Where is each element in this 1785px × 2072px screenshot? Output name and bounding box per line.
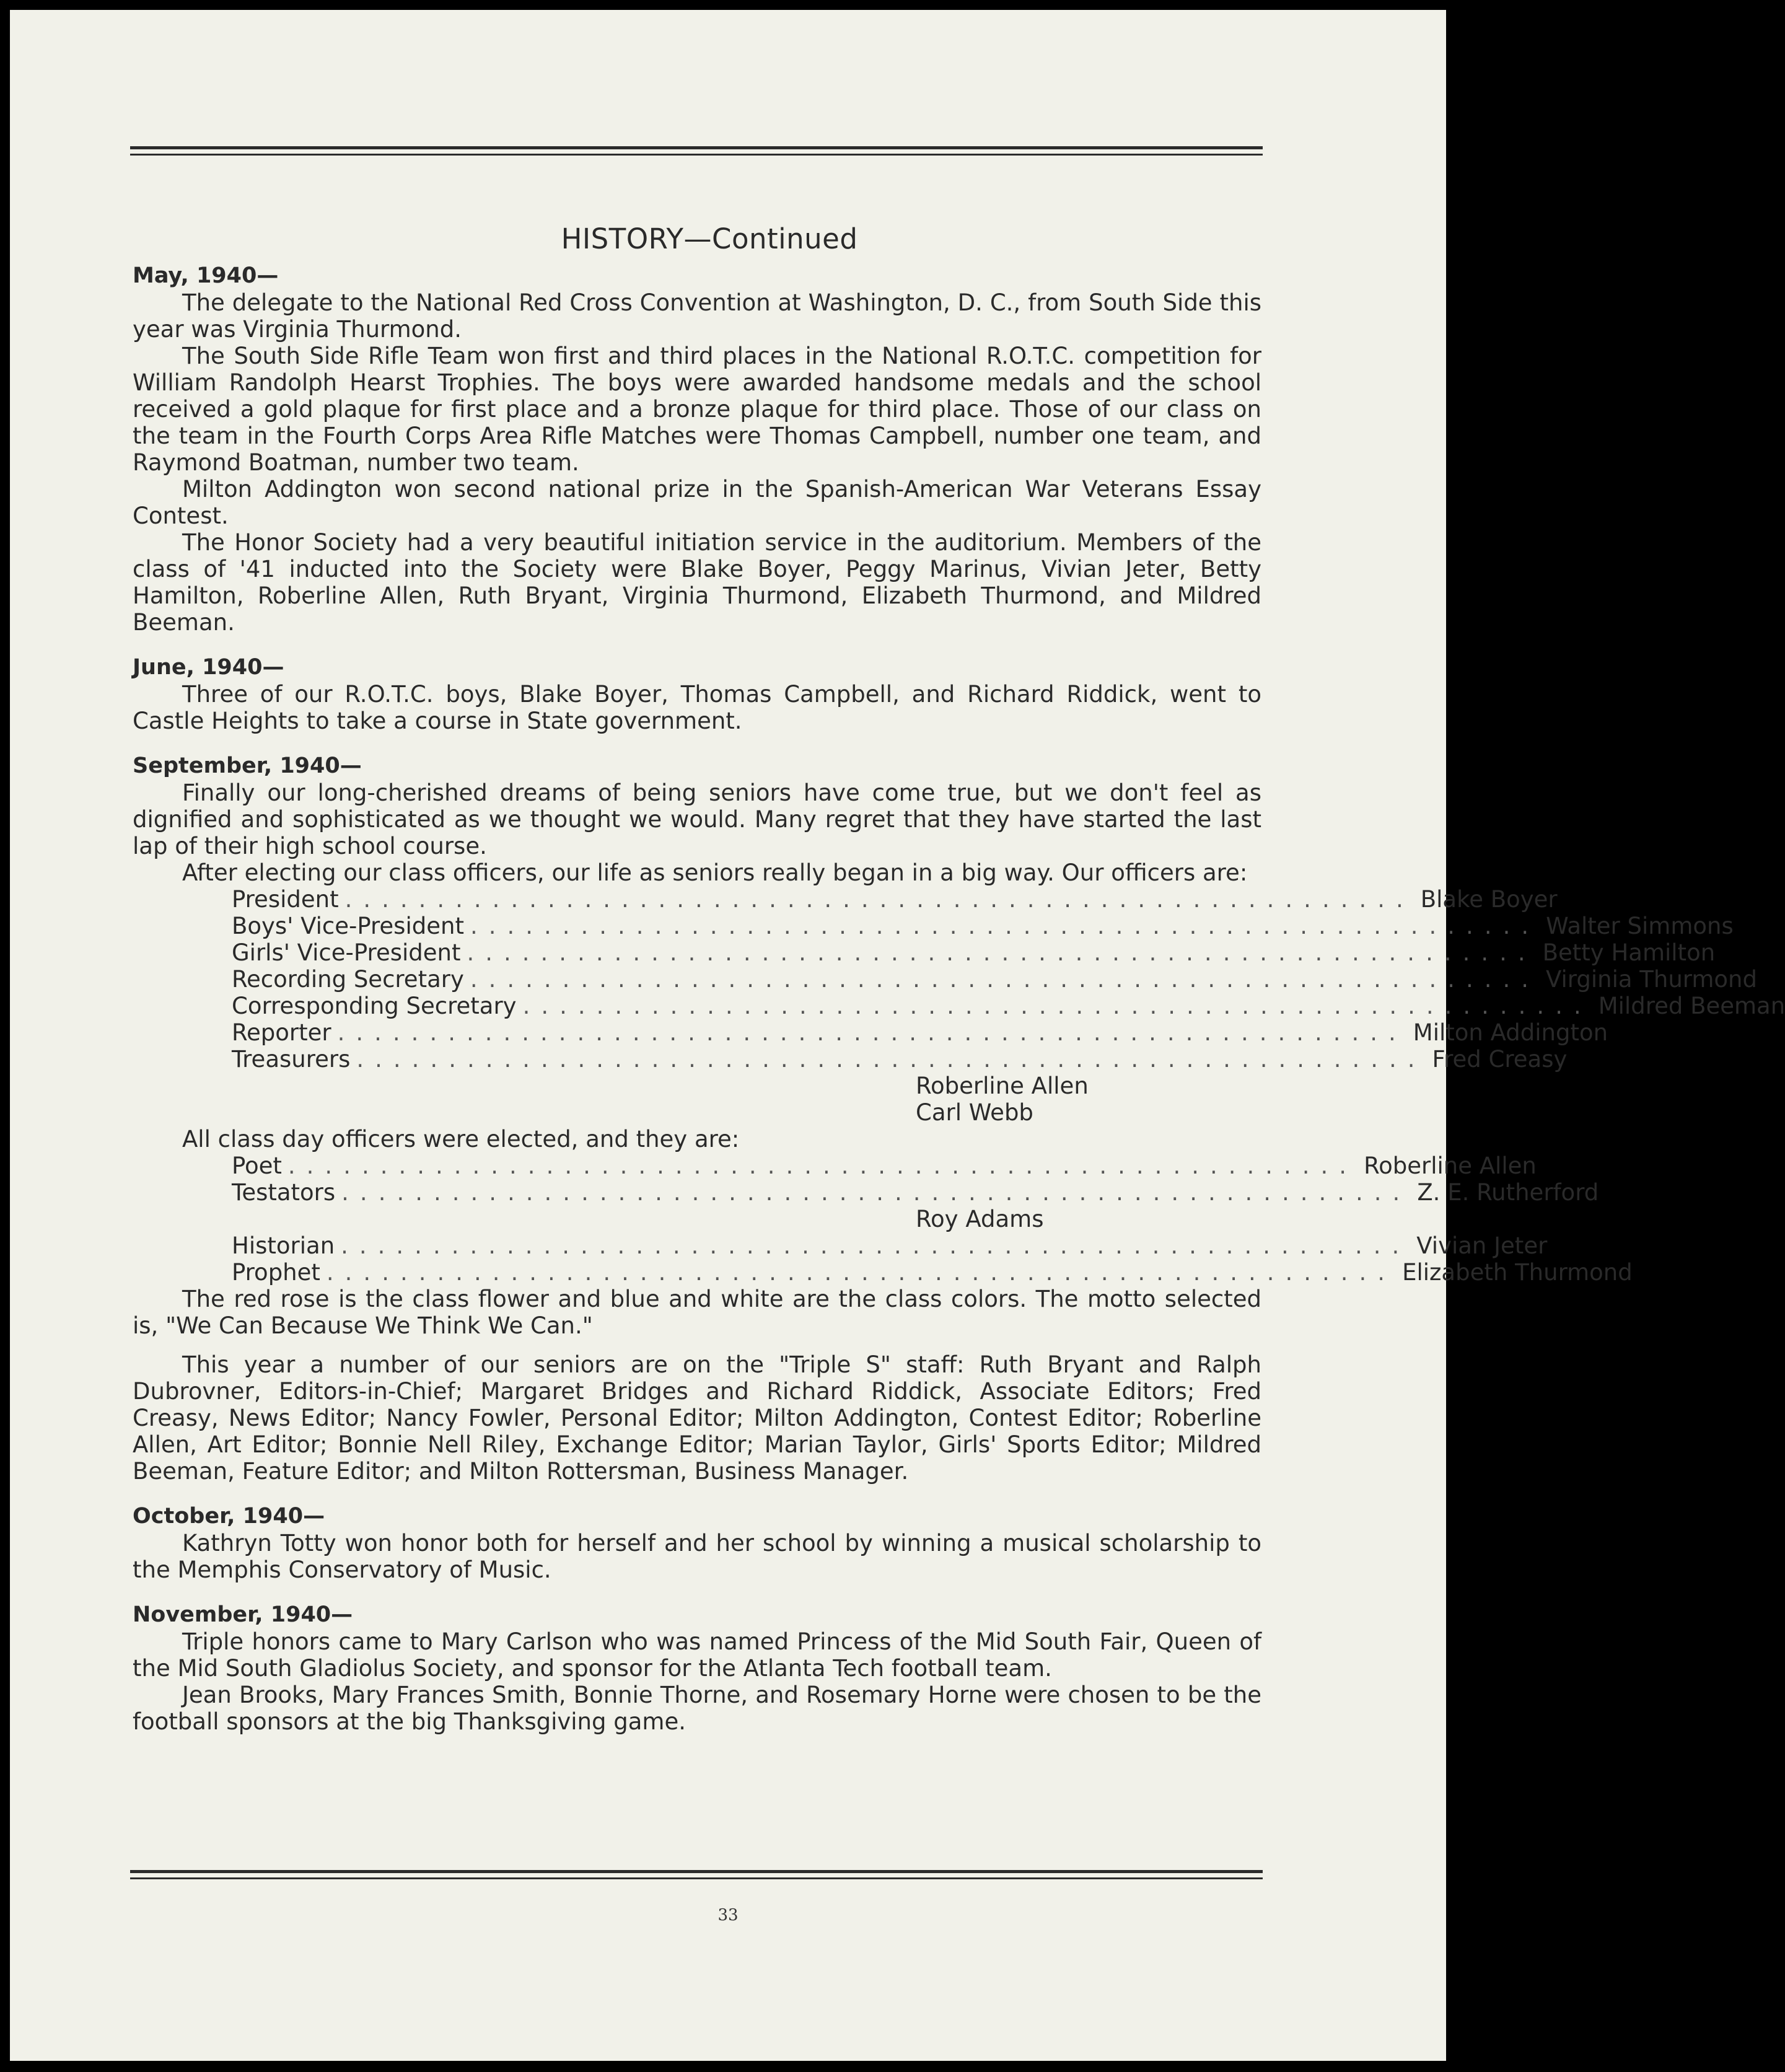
leader-dots: .......................................................... — [356, 1046, 1426, 1073]
officer-row — [232, 886, 1558, 913]
class-day-officers-list — [232, 1152, 1633, 1286]
leader-dots: .......................................................... — [287, 1152, 1358, 1179]
leader-dots: .......................................................... — [470, 913, 1540, 939]
officer-name: Vivian Jeter — [1416, 1232, 1548, 1259]
officer-row — [232, 1099, 1157, 1126]
section-heading: May, 1940— — [133, 263, 279, 288]
section-heading: June, 1940— — [133, 655, 284, 680]
section-heading: November, 1940— — [133, 1602, 353, 1627]
officer-name: Carl Webb — [916, 1099, 1033, 1126]
leader-dots: .......................................................... — [344, 886, 1414, 913]
paragraph: The South Side Rifle Team won first and third places in the National R.O.T.C. competition for William Randolph Hearst Trophies. The boys were awarded handsome medals and the school received a gold plaque for first place and a bronze plaque for third place. Those of our class on the team in the Fourth Corps Area Rifle Matches were Thomas Campbell, number one team, and Raymond Boatman, number two team. — [133, 343, 1261, 476]
officer-name: Mildred Beeman — [1598, 993, 1785, 1019]
paragraph: Triple honors came to Mary Carlson who was named Princess of the Mid South Fair, Queen of the Mid South Gladiolus Society, and sponsor for the Atlanta Tech football team. — [133, 1628, 1261, 1682]
section-heading: September, 1940— — [133, 753, 362, 778]
officer-name: Walter Simmons — [1546, 913, 1734, 939]
officer-row — [232, 1152, 1537, 1179]
paragraph: After electing our class officers, our life as seniors really began in a big way. Our officers are: — [182, 859, 1248, 886]
top-double-rule — [130, 146, 1263, 156]
paragraph: The delegate to the National Red Cross Convention at Washington, D. C., from South Side this year was Virginia Thurmond. — [133, 289, 1261, 343]
officer-row — [232, 1019, 1608, 1046]
officer-name: Milton Addington — [1413, 1019, 1608, 1046]
officer-row — [232, 966, 1757, 993]
class-day-intro: All class day officers were elected, and they are: — [182, 1126, 740, 1152]
officer-row — [232, 939, 1716, 966]
officer-role: Reporter — [232, 1019, 331, 1046]
paragraph: Milton Addington won second national prize in the Spanish-American War Veterans Essay Contest. — [133, 476, 1261, 529]
page-number: 33 — [717, 1906, 739, 1925]
officer-row — [232, 1073, 1157, 1099]
section-september-1940 — [133, 753, 1785, 1485]
officer-row — [232, 1206, 1157, 1232]
section-june-1940 — [133, 654, 1261, 734]
officer-row — [232, 993, 1785, 1019]
officer-name: Roberline Allen — [1364, 1152, 1537, 1179]
bottom-double-rule — [130, 1870, 1263, 1879]
paragraph: Three of our R.O.T.C. boys, Blake Boyer, Thomas Campbell, and Richard Riddick, went to Castle Heights to take a course in State government. — [133, 681, 1261, 734]
officer-row — [232, 1046, 1568, 1073]
section-november-1940 — [133, 1602, 1261, 1735]
officer-role: Boys' Vice-President — [232, 913, 464, 939]
officer-row — [232, 1179, 1599, 1206]
paragraph: The red rose is the class flower and blue and white are the class colors. The motto selected is, "We Can Because We Think We Can." — [133, 1286, 1261, 1339]
leader-dots: .......................................................... — [522, 993, 1592, 1019]
officer-role: Historian — [232, 1232, 335, 1259]
paragraph: This year a number of our seniors are on the "Triple S" staff: Ruth Bryant and Ralph Dubrovner, Editors-in-Chief; Margaret Bridges and Richard Riddick, Associate Editors; Fred Creasy, News Editor; Nancy Fowler, Personal Editor; Milton Addington, Contest Editor; Roberline Allen, Art Editor; Bonnie Nell Riley, Exchange Editor; Marian Taylor, Girls' Sports Editor; Mildred Beeman, Feature Editor; and Milton Rottersman, Business Manager. — [133, 1351, 1261, 1485]
officer-role: President — [232, 886, 339, 913]
leader-dots: .......................................................... — [337, 1019, 1407, 1046]
officer-name: Betty Hamilton — [1542, 939, 1716, 966]
section-heading: October, 1940— — [133, 1504, 325, 1529]
officer-row — [232, 1259, 1633, 1286]
leader-dots: .......................................................... — [341, 1232, 1411, 1259]
officer-name: Z. E. Rutherford — [1417, 1179, 1599, 1206]
officer-role: Prophet — [232, 1259, 320, 1286]
officer-name: Virginia Thurmond — [1546, 966, 1757, 993]
officer-role: Corresponding Secretary — [232, 993, 517, 1019]
officer-role: Recording Secretary — [232, 966, 464, 993]
officer-role: Girls' Vice-President — [232, 939, 461, 966]
officer-name: Roy Adams — [916, 1206, 1044, 1232]
leader-dots: .......................................................... — [470, 966, 1540, 993]
leader-dots: .......................................................... — [341, 1179, 1411, 1206]
page-title: HISTORY—Continued — [561, 222, 858, 255]
leader-dots: .......................................................... — [326, 1259, 1397, 1286]
officer-role: Poet — [232, 1152, 282, 1179]
section-may-1940 — [133, 263, 1261, 636]
class-officers-list — [232, 886, 1785, 1126]
paragraph: Jean Brooks, Mary Frances Smith, Bonnie Thorne, and Rosemary Horne were chosen to be the football sponsors at the big Thanksgiving game. — [133, 1682, 1261, 1735]
paragraph: Finally our long-cherished dreams of being seniors have come true, but we don't feel as dignified and sophisticated as we thought we would. Many regret that they have started the last lap of their high school course. — [133, 779, 1261, 859]
officer-role: Testators — [232, 1179, 336, 1206]
officer-row — [232, 913, 1734, 939]
officer-name: Elizabeth Thurmond — [1402, 1259, 1633, 1286]
paragraph: The Honor Society had a very beautiful initiation service in the auditorium. Members of the class of '41 inducted into the Society were Blake Boyer, Peggy Marinus, Vivian Jeter, Betty Hamilton, Roberline Allen, Ruth Bryant, Virginia Thurmond, Elizabeth Thurmond, and Mildred Beeman. — [133, 529, 1261, 636]
leader-dots: .......................................................... — [467, 939, 1537, 966]
section-october-1940 — [133, 1503, 1261, 1583]
yearbook-page — [10, 10, 1785, 2061]
officer-name: Fred Creasy — [1432, 1046, 1568, 1073]
officer-role: Treasurers — [232, 1046, 351, 1073]
paragraph: Kathryn Totty won honor both for herself and her school by winning a musical scholarship to the Memphis Conservatory of Music. — [133, 1530, 1261, 1583]
officer-row — [232, 1232, 1548, 1259]
officer-name: Roberline Allen — [916, 1073, 1089, 1099]
page-content — [133, 221, 1785, 1754]
officer-name: Blake Boyer — [1420, 886, 1558, 913]
